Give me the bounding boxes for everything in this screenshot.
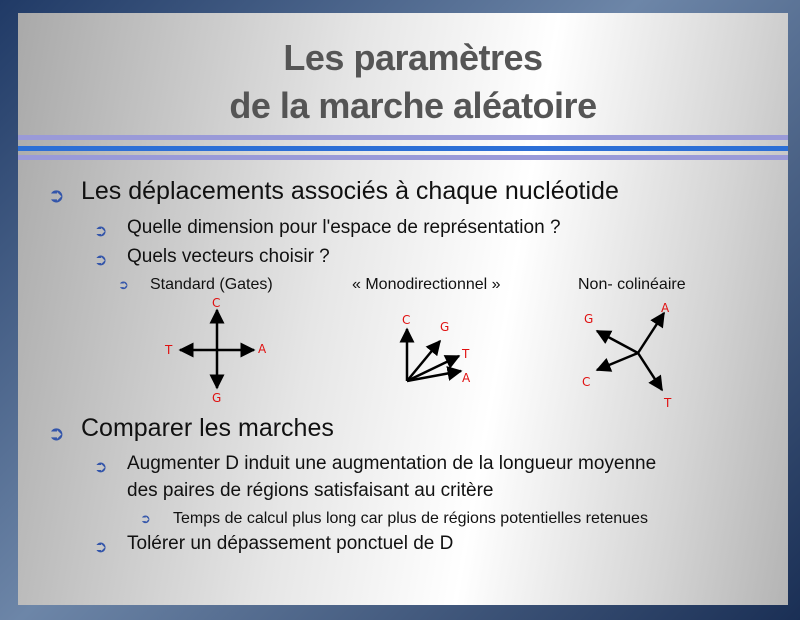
nucleotide-label: A: [661, 301, 670, 315]
arrow-circle-right-icon: ➲: [94, 221, 108, 240]
section2-item: Tolérer un dépassement ponctuel de D: [127, 533, 454, 554]
variant-label-non-colineaire: Non- colinéaire: [578, 276, 686, 293]
slide-title-line-1: Les paramètres: [283, 37, 543, 78]
variant-label-standard: Standard (Gates): [150, 276, 273, 293]
nucleotide-label: T: [165, 343, 173, 357]
section2-item-line-2: des paires de régions satisfaisant au critère: [127, 480, 494, 501]
vector-a: [638, 313, 664, 353]
arrow-circle-right-icon: ➲: [140, 512, 151, 527]
arrow-circle-right-icon: ➲: [48, 421, 65, 445]
vector-t: [638, 353, 662, 390]
arrow-circle-right-icon: ➲: [94, 250, 108, 269]
nucleotide-label: T: [664, 396, 672, 410]
section1-item: Quelle dimension pour l'espace de représentation ?: [127, 217, 561, 238]
nucleotide-label: C: [402, 313, 411, 327]
section2-item-line-1: Augmenter D induit une augmentation de la longueur moyenne: [127, 453, 657, 474]
section2-subitem: Temps de calcul plus long car plus de régions potentielles retenues: [173, 510, 648, 527]
nucleotide-label: G: [584, 312, 594, 326]
section1-heading: Les déplacements associés à chaque nucléotide: [81, 177, 619, 205]
arrow-circle-right-icon: ➲: [94, 457, 108, 476]
arrow-circle-right-icon: ➲: [118, 278, 129, 293]
slide-title-line-2: de la marche aléatoire: [229, 85, 597, 126]
diagram-monodirectionnel: [402, 313, 471, 385]
section1-item: Quels vecteurs choisir ?: [127, 246, 330, 267]
nucleotide-label: G: [440, 320, 450, 334]
diagram-non-colineaire: [582, 301, 672, 410]
arrow-circle-right-icon: ➲: [94, 537, 108, 556]
vector-c: [597, 353, 638, 370]
nucleotide-label: C: [212, 296, 221, 310]
nucleotide-label: G: [212, 391, 222, 405]
diagram-standard: [164, 296, 267, 405]
variant-label-monodirectionnel: « Monodirectionnel »: [352, 276, 501, 293]
nucleotide-label: C: [582, 375, 591, 389]
vector-g: [597, 331, 638, 353]
arrow-circle-right-icon: ➲: [48, 183, 65, 207]
nucleotide-label: A: [258, 342, 267, 356]
nucleotide-label: A: [462, 371, 471, 385]
slide: [18, 13, 788, 605]
nucleotide-label: T: [462, 347, 470, 361]
section2-heading: Comparer les marches: [81, 414, 334, 442]
